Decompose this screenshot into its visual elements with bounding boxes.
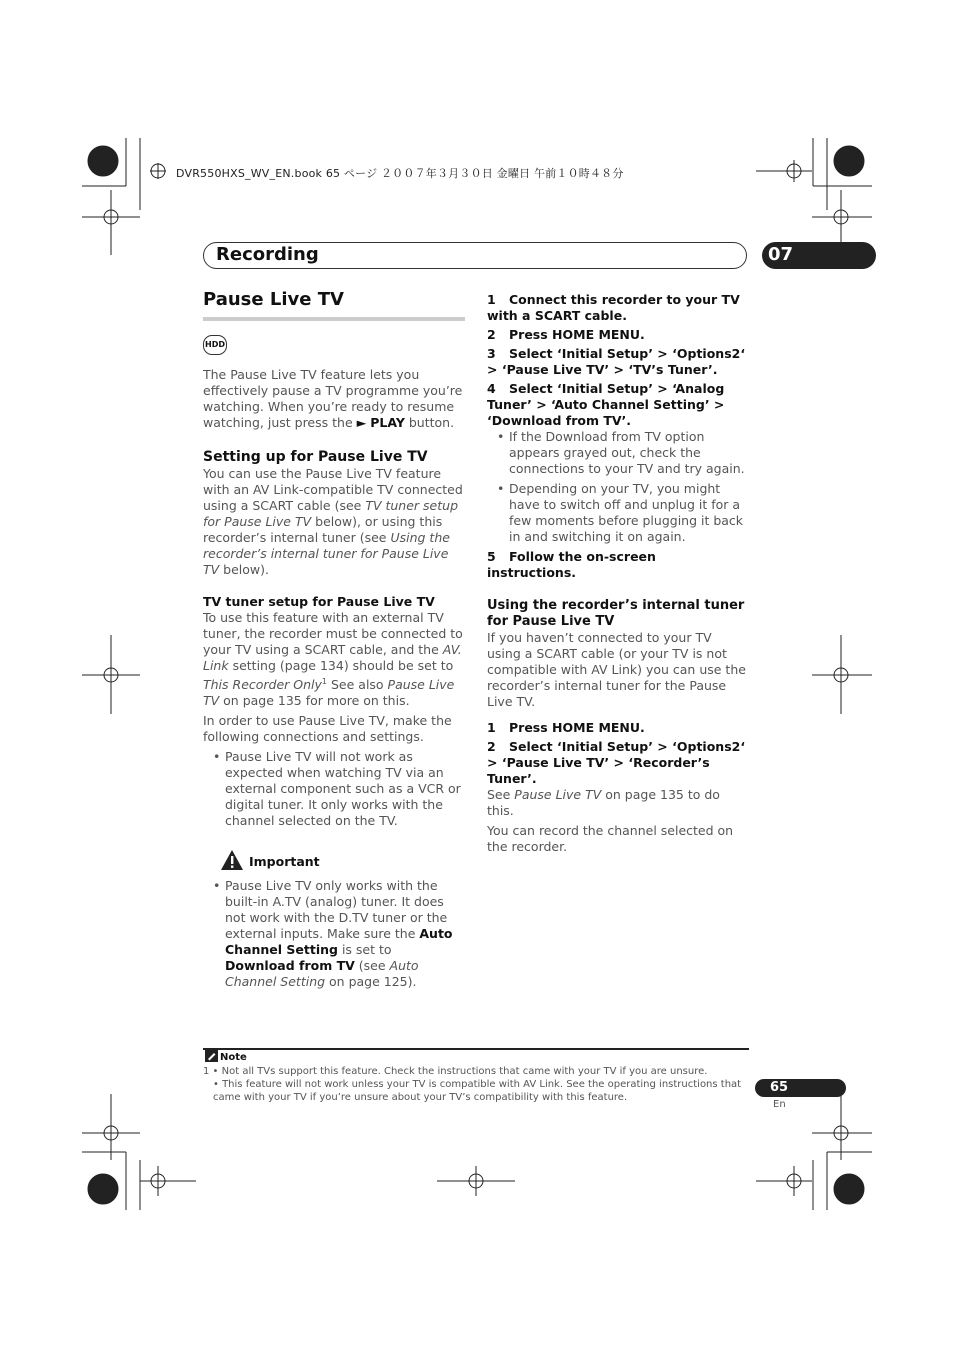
setup-heading: Setting up for Pause Live TV	[203, 449, 428, 465]
tv-tuner-heading: TV tuner setup for Pause Live TV	[203, 594, 435, 609]
internal-step-1: 1 Press HOME MENU.	[487, 720, 645, 735]
internal-tuner-paragraph: If you haven’t connected to your TV using a SCART cable (or your TV is not compatible with AV Link) you can use the recorder’s internal tuner for the Pause Live TV.	[487, 630, 746, 709]
section-title: Recording	[216, 244, 319, 265]
note-line-2: • This feature will not work unless your TV is compatible with AV Link. See the operating instructions that came with your TV if you’re unsure about your TV’s compatibility with this feature.	[213, 1079, 742, 1103]
vcr-bullet: • Pause Live TV will not work as expected when watching TV via an external component such as a VCR or digital tuner. It only works with the channel selected on the TV.	[203, 749, 465, 829]
setup-paragraph: You can use the Pause Live TV feature with an AV Link-compatible TV connected using a SCART cable (see TV tuner setup for Pause Live TV below), or using this recorder’s internal tuner (see Using the recorder’s internal tuner for Pause Live TV below).	[203, 466, 463, 577]
page-title: Pause Live TV	[203, 289, 344, 310]
troubleshoot-bullet: • If the Download from TV option appears grayed out, check the connections to your TV and try again.	[487, 429, 749, 477]
note-heading: Note	[205, 1050, 247, 1063]
title-rule	[203, 317, 465, 321]
note-rule	[203, 1048, 749, 1050]
internal-tuner-heading: Using the recorder’s internal tuner for Pause Live TV	[487, 598, 745, 629]
step-5: 5 Follow the on-screen instructions.	[487, 549, 656, 580]
connections-paragraph: In order to use Pause Live TV, make the following connections and settings.	[203, 713, 452, 745]
print-metadata: DVR550HXS_WV_EN.book 65 ページ ２００７年３月３０日 金曜日 午前１０時４８分	[176, 167, 624, 180]
page-number: 65	[770, 1080, 789, 1095]
play-icon: ►	[356, 415, 367, 430]
step-4: 4 Select ‘Initial Setup’ > ‘Analog Tuner’ > ‘Auto Channel Setting’ > ‘Download from TV’.	[487, 381, 725, 428]
intro-paragraph: The Pause Live TV feature lets you effectively pause a TV programme you’re watching. When you’re ready to resume watching, just press the ► PLAY button.	[203, 367, 463, 430]
see-reference: See Pause Live TV on page 135 to do this.	[487, 787, 720, 818]
troubleshoot-bullet: • Depending on your TV, you might have to switch off and unplug it for a few moments before plugging it back in and switching it on again.	[487, 481, 749, 545]
internal-step-2: 2 Select ‘Initial Setup’ > ‘Options2‘ > ‘Pause Live TV’ > ‘Recorder’s Tuner’.	[487, 739, 746, 786]
page-language: En	[773, 1099, 786, 1110]
record-paragraph: You can record the channel selected on the recorder.	[487, 823, 734, 854]
hdd-badge: HDD	[203, 335, 227, 355]
chapter-number: 07	[768, 244, 794, 265]
steps-list	[487, 292, 749, 429]
note-icon	[205, 1050, 218, 1062]
right-column	[487, 289, 749, 855]
left-column	[203, 289, 465, 990]
important-label: Important	[249, 854, 320, 870]
important-heading	[203, 849, 465, 873]
step-3: 3 Select ‘Initial Setup’ > ‘Options2‘ > ‘Pause Live TV’ > ‘TV’s Tuner’.	[487, 346, 746, 377]
step-1: 1 Connect this recorder to your TV with a SCART cable.	[487, 292, 740, 323]
note-line-1: 1 • Not all TVs support this feature. Check the instructions that came with your TV if you are unsure.	[203, 1066, 708, 1077]
step-2: 2 Press HOME MENU.	[487, 327, 645, 342]
important-bullet: • Pause Live TV only works with the built-in A.TV (analog) tuner. It does not work with the D.TV tuner or the external inputs. Make sure the Auto Channel Setting is set to Download from TV (see Auto Channel Setting on page 125).	[203, 878, 465, 990]
internal-steps-list	[487, 720, 749, 787]
page-number-tab	[755, 1079, 846, 1097]
tv-tuner-paragraph: To use this feature with an external TV tuner, the recorder must be connected to your TV using a SCART cable, and the AV. Link setting (page 134) should be set to This Recorder Only$^1$ See also Pause Live TV on page 135 for more on this.	[203, 610, 463, 709]
warning-icon	[220, 849, 244, 871]
note-text	[203, 1065, 751, 1104]
troubleshoot-bullets	[487, 429, 749, 545]
